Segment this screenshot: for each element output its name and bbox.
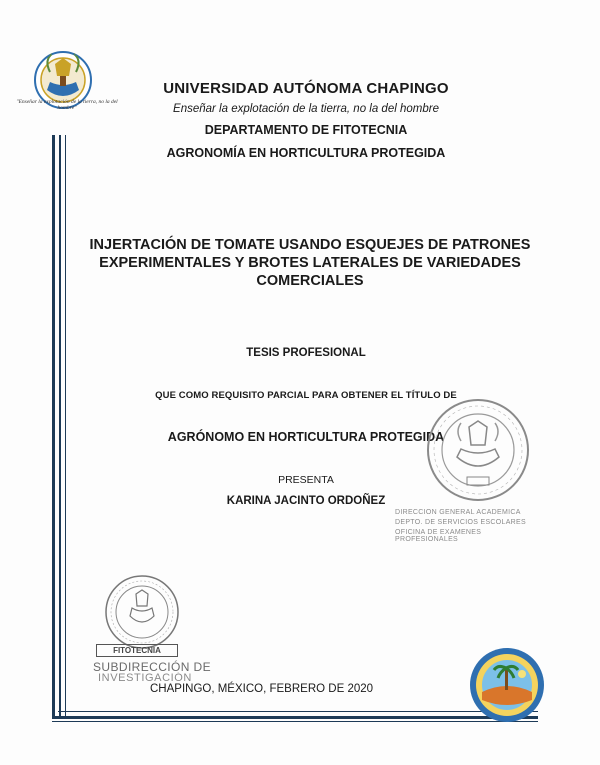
thesis-type: TESIS PROFESIONAL <box>246 347 366 359</box>
presents-label: PRESENTA <box>278 474 334 486</box>
fitotecnia-label-box: FITOTECNIA <box>96 644 178 657</box>
author-name: KARINA JACINTO ORDOÑEZ <box>226 495 386 507</box>
university-motto: Enseñar la explotación de la tierra, no la del hombre <box>173 103 439 115</box>
bottom-border-line <box>52 721 538 722</box>
program-name: AGRONOMÍA EN HORTICULTURA PROTEGIDA <box>166 146 446 160</box>
bottom-border-line <box>58 711 538 712</box>
thesis-title: INJERTACIÓN DE TOMATE USANDO ESQUEJES DE PATRONES EXPERIMENTALES Y BROTES LATERALES DE VARIEDADES COMERCIALES <box>89 237 531 289</box>
bottom-border-line <box>52 716 538 719</box>
degree-name: AGRÓNOMO EN HORTICULTURA PROTEGIDA <box>167 430 445 444</box>
fitotecnia-stamp-icon <box>102 572 182 652</box>
university-name: UNIVERSIDAD AUTÓNOMA CHAPINGO <box>163 80 449 97</box>
seal-motto: "Enseñar la explotación de la tierra, no la del hombre" <box>16 99 118 111</box>
agronomia-logo-icon <box>468 646 546 724</box>
stamp-line: OFICINA DE EXAMENES PROFESIONALES <box>395 529 482 543</box>
left-border-line <box>52 135 55 718</box>
investigacion-label: INVESTIGACIÓN <box>98 672 192 681</box>
place-date: CHAPINGO, MÉXICO, FEBRERO DE 2020 <box>150 683 374 695</box>
stamp-line: DEPTO. DE SERVICIOS ESCOLARES <box>395 519 526 526</box>
left-border-line <box>59 135 61 718</box>
left-border-line <box>65 135 66 718</box>
department-name: DEPARTAMENTO DE FITOTECNIA <box>204 123 408 137</box>
degree-requirement: QUE COMO REQUISITO PARCIAL PARA OBTENER EL TÍTULO DE <box>155 390 457 401</box>
university-stamp-icon <box>425 397 531 503</box>
subdireccion-label: SUBDIRECCIÓN DE <box>93 660 212 674</box>
stamp-line: DIRECCION GENERAL ACADEMICA <box>395 509 521 516</box>
